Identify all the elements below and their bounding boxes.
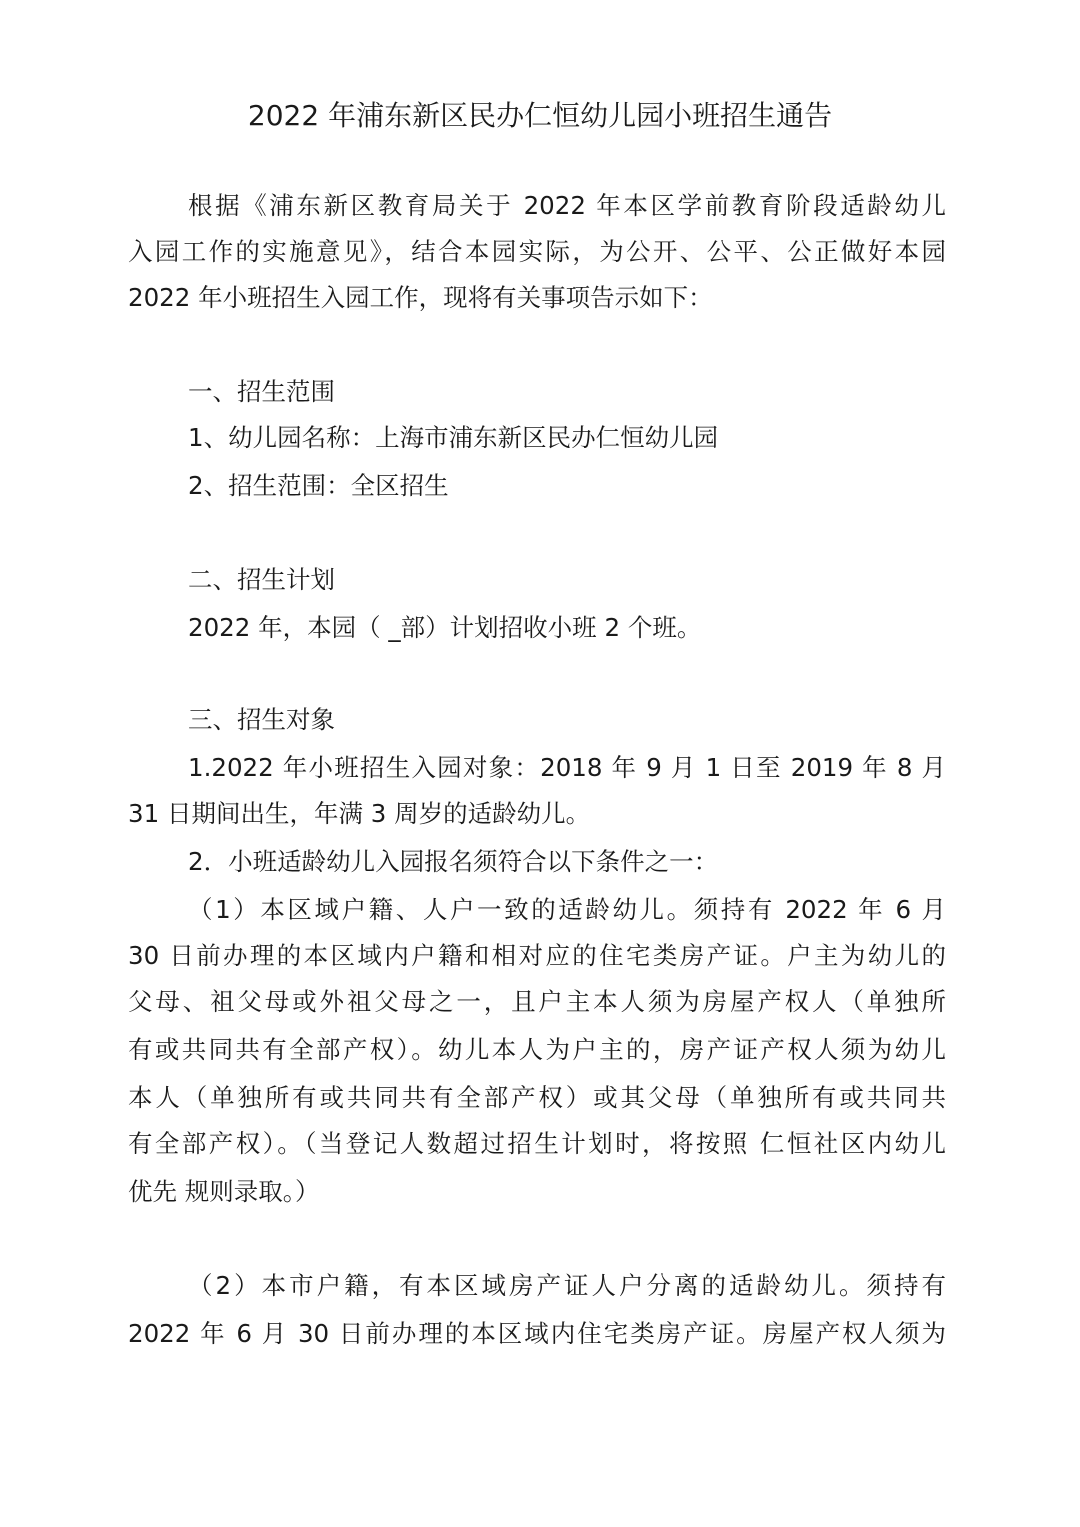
paragraph-line: 2022 年，本园（ _部）计划招收小班 2 个班。	[188, 613, 702, 642]
paragraph-line: 31 日期间出生，年满 3 周岁的适龄幼儿。	[128, 799, 591, 828]
paragraph-line: 入园工作的实施意见》，结合本园实际，为公开、公平、公正做好本园	[128, 237, 946, 266]
paragraph-line: 30 日前办理的本区域内户籍和相对应的住宅类房产证。户主为幼儿的	[128, 941, 946, 970]
paragraph-line: 父母、祖父母或外祖父母之一，且户主本人须为房屋产权人（单独所	[128, 987, 946, 1016]
section-heading: 三、招生对象	[188, 705, 335, 734]
paragraph-line: 有全部产权）。（当登记人数超过招生计划时，将按照 仁恒社区内幼儿	[128, 1129, 946, 1158]
paragraph-line: 2022 年小班招生入园工作，现将有关事项告示如下：	[128, 283, 713, 312]
paragraph-line: （1）本区域户籍、人户一致的适龄幼儿。须持有 2022 年 6 月	[188, 895, 946, 924]
paragraph-line: （2）本市户籍，有本区域房产证人户分离的适龄幼儿。须持有	[188, 1271, 946, 1300]
paragraph-line: 优先 规则录取。）	[128, 1177, 320, 1206]
paragraph-line: 本人（单独所有或共同共有全部产权）或其父母（单独所有或共同共	[128, 1083, 946, 1112]
paragraph-line: 2、招生范围：全区招生	[188, 471, 449, 500]
paragraph-line: 1、幼儿园名称：上海市浦东新区民办仁恒幼儿园	[188, 423, 719, 452]
paragraph-line: 2022 年 6 月 30 日前办理的本区域内住宅类房产证。房屋产权人须为	[128, 1319, 946, 1348]
paragraph-line: 有或共同共有全部产权）。幼儿本人为户主的，房产证产权人须为幼儿	[128, 1035, 946, 1064]
document-title: 2022 年浦东新区民办仁恒幼儿园小班招生通告	[247, 99, 833, 132]
paragraph-line: 2．小班适龄幼儿入园报名须符合以下条件之一：	[188, 847, 719, 876]
section-heading: 一、招生范围	[188, 377, 335, 406]
paragraph-line: 1.2022 年小班招生入园对象：2018 年 9 月 1 日至 2019 年 8 月	[188, 753, 946, 782]
paragraph-line: 根据《浦东新区教育局关于 2022 年本区学前教育阶段适龄幼儿	[188, 191, 946, 220]
section-heading: 二、招生计划	[188, 565, 335, 594]
